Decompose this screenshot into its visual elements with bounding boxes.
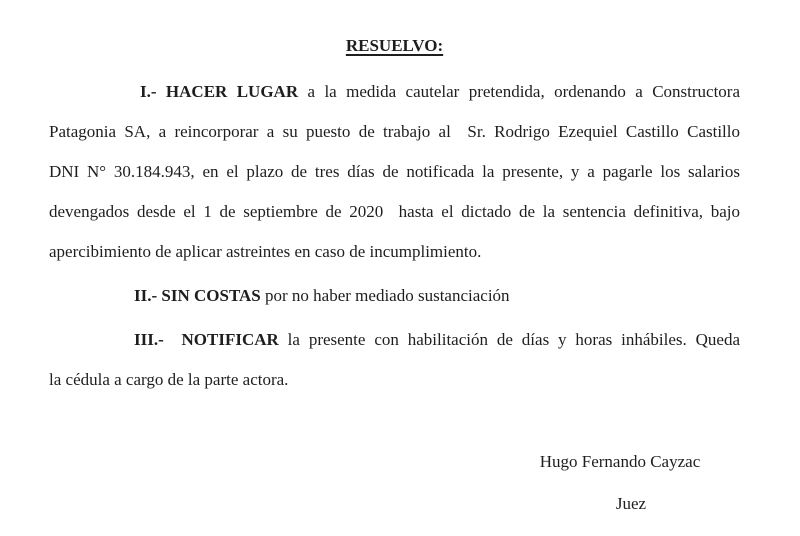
item-1-line-3: DNI N° 30.184.943, en el plazo de tres días de notificada la presente, y a pagarle los salarios — [49, 162, 740, 181]
text-line — [49, 360, 740, 400]
text-line — [49, 112, 740, 152]
signature-name: Hugo Fernando Cayzac — [539, 452, 701, 471]
resolution-title-text: RESUELVO: — [345, 36, 444, 55]
text-line — [49, 232, 740, 272]
resolution-item-1 — [49, 72, 740, 272]
item-3-line-1: la presente con habilitación de días y horas inhábiles. Queda — [278, 330, 740, 349]
signature-block — [450, 442, 790, 524]
text-line — [49, 72, 740, 112]
item-1-line-2: Patagonia SA, a reincorporar a su puesto de trabajo al Sr. Rodrigo Ezequiel Castillo Castillo — [49, 122, 740, 141]
text-line — [49, 320, 740, 360]
item-1-lead: I.- HACER LUGAR — [140, 82, 299, 101]
resolution-body — [49, 72, 740, 400]
item-3-line-2: la cédula a cargo de la parte actora. — [49, 370, 289, 389]
item-2-lead: II.- SIN COSTAS — [134, 286, 261, 305]
item-1-line-1: a la medida cautelar pretendida, ordenando a Constructora — [298, 82, 741, 101]
resolution-title — [49, 26, 740, 66]
item-2-line-1: por no haber mediado sustanciación — [260, 286, 510, 305]
item-1-line-4: devengados desde el 1 de septiembre de 2020 hasta el dictado de la sentencia definitiva, bajo — [49, 202, 740, 221]
resolution-item-3 — [49, 320, 740, 400]
item-3-lead: III.- NOTIFICAR — [134, 330, 279, 349]
signature-role: Juez — [615, 494, 647, 513]
text-line — [49, 276, 740, 316]
text-line — [49, 192, 740, 232]
item-1-line-5: apercibimiento de aplicar astreintes en caso de incumplimiento. — [49, 242, 482, 261]
text-line — [49, 152, 740, 192]
resolution-item-2 — [49, 276, 740, 316]
